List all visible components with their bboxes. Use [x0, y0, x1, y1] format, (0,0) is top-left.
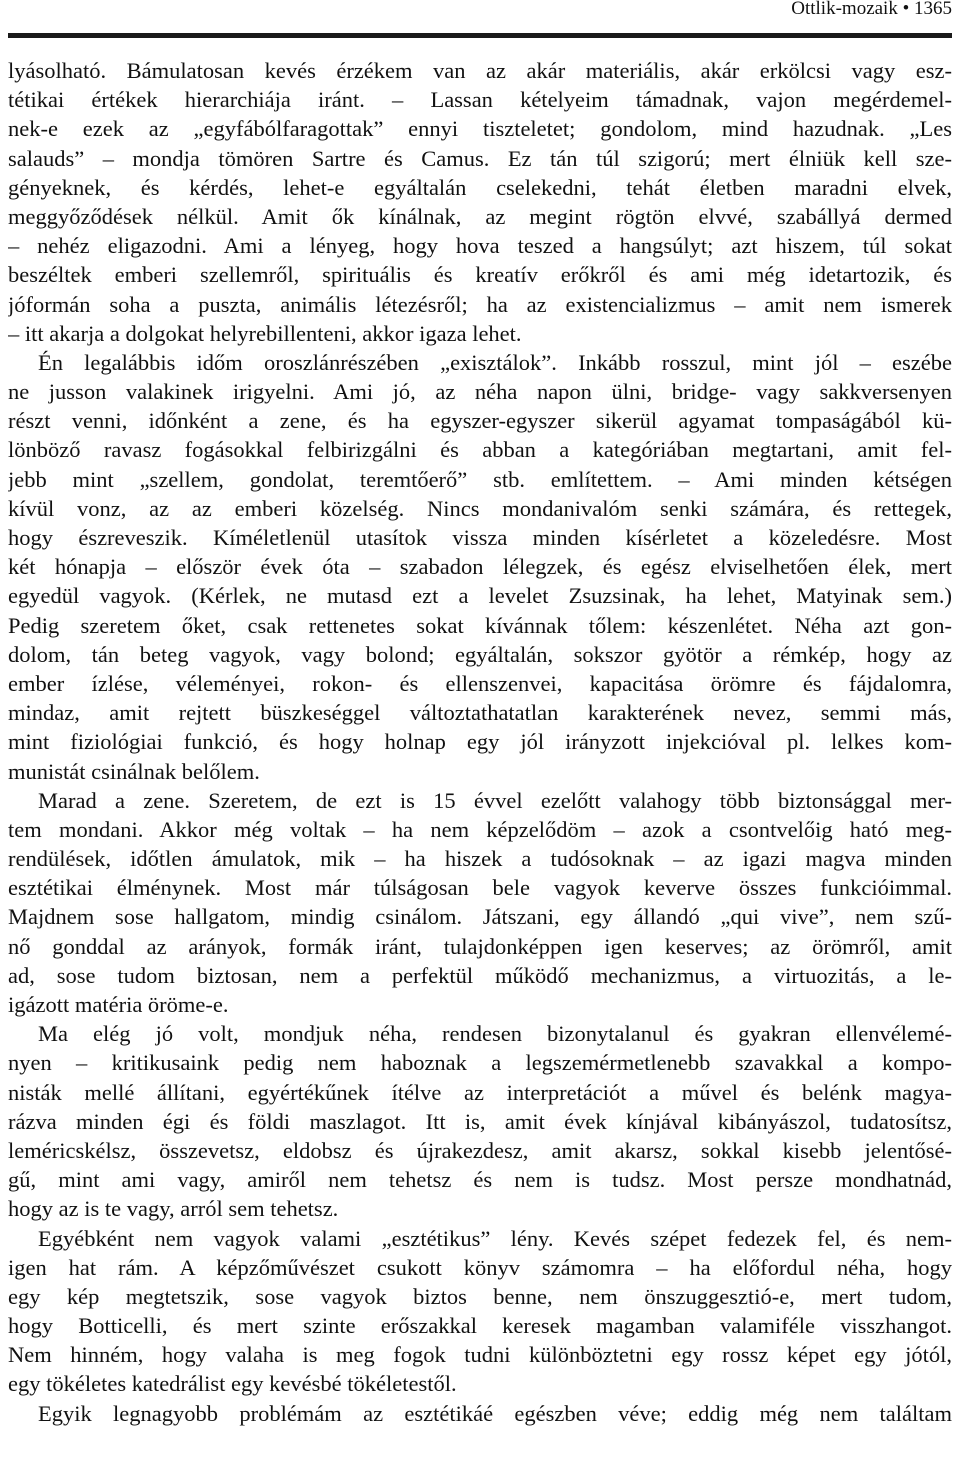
text-line: rázva minden égi és földi maszlagot. Itt is, amit évek kínjával kibányászol, tudatosítsz,: [8, 1108, 952, 1134]
body-text: [8, 56, 952, 1428]
text-line: dolom, tán beteg vagyok, vagy bolond; egyáltalán, sokszor gyötör a rémkép, hogy az: [8, 641, 952, 667]
text-line: lyásolható. Bámulatosan kevés érzékem van az akár materiális, akár erkölcsi vagy esz-: [8, 58, 952, 83]
text-line: Marad a zene. Szeretem, de ezt is 15 évvel ezelőtt valahogy több biztonsággal mer-: [38, 787, 952, 813]
text-line: jóformán soha a puszta, animális létezésről; ha az existencializmus – amit nem ismerek: [8, 291, 952, 317]
text-line: hogy az is te vagy, arról sem tehetsz.: [8, 1196, 339, 1222]
text-line: nek-e ezek az „egyfábólfaragottak” ennyi tiszteletet; gondolom, mind hazudnak. „Les: [8, 116, 952, 142]
text-line: egy kép megtetszik, sose vagyok biztos benne, nem önszuggesztió-e, mert tudom,: [8, 1283, 952, 1309]
text-line: hogy észreveszik. Kíméletlenül utasítok vissza minden kísérletet a közeledésre. Most: [8, 525, 952, 550]
text-line: Nem hinném, hogy valaha is meg fogok tudni különböztetni egy rossz képet egy jótól,: [8, 1342, 952, 1368]
text-line: nő gonddal az arányok, formák iránt, tulajdonképpen igen keserves; az örömről, amit: [8, 933, 952, 959]
text-line: – itt akarja a dolgokat helyrebillenteni, akkor igaza lehet.: [8, 320, 522, 346]
text-line: munistát csinálnak belőlem.: [8, 758, 260, 784]
text-line: jebb mint „szellem, gondolat, teremtőerő” stb. említettem. – Ami minden kétségen: [8, 466, 952, 492]
text-line: gű, mint ami vagy, amiről nem tehetsz és nem is tudsz. Most persze mondhatnád,: [8, 1167, 952, 1193]
text-line: ember ízlése, véleményei, rokon- és ellenszenvei, kapacitása örömre és fájdalomra,: [8, 670, 952, 696]
text-line: Ma elég jó volt, mondjuk néha, rendesen bizonytalanul és gyakran ellenvélemé-: [38, 1021, 952, 1047]
text-line: egy tökéletes katedrálist egy kevésbé tökéletestől.: [8, 1371, 457, 1397]
text-line: Pedig szeretem őket, csak rettenetes sokat kívánnak tőlem: készenlétet. Néha azt gon-: [8, 612, 952, 638]
text-line: mint fiziológiai funkció, és hogy holnap egy jól irányzott injekcióval pl. lelkes kom-: [8, 729, 952, 755]
text-line: Egyébként nem vagyok valami „esztétikus” lény. Kevés szépet fedezek fel, és nem-: [38, 1225, 952, 1251]
text-line: gényeknek, és kérdés, lehet-e egyáltalán cselekedni, tehát életben maradni elvek,: [8, 174, 952, 200]
header-rule: [8, 33, 952, 38]
text-line: ad, sose tudom biztosan, nem a perfektül működő mechanizmus, a virtuozitás, a le-: [8, 962, 952, 988]
text-line: tétikai értékek hierarchiája iránt. – Lassan kételyeim támadnak, vajon megérdemel-: [8, 87, 952, 113]
text-line: salauds” – mondja tömören Sartre és Camus. Ez tán túl szigorú; mert élniük kell sze-: [8, 145, 952, 171]
text-line: kívül vonz, az az emberi közelség. Nincs mondanivalóm senki számára, és rettegek,: [8, 495, 952, 521]
text-line: meggyőződések nélkül. Amit ők kínálnak, az megint rögtön elvvé, szabállyá dermed: [8, 203, 952, 229]
text-line: egyedül vagyok. (Kérlek, ne mutasd ezt a levelet Zsuzsinak, ha lehet, Matyinak sem.): [8, 583, 952, 609]
text-line: leméricskélsz, összevetsz, eldobsz és újrakezdesz, amit akarsz, sokkal kisebb jelentősé-: [8, 1137, 952, 1163]
text-line: Egyik legnagyobb problémám az esztétikáé egészben véve; eddig még nem találtam: [38, 1400, 952, 1426]
text-line: nyen – kritikusaink pedig nem haboznak a legszemérmetlenebb szavakkal a kompo-: [8, 1050, 952, 1076]
text-line: igen hat rám. A képzőművészet csukott könyv számomra – ha előfordul néha, hogy: [8, 1254, 952, 1280]
text-line: igázott matéria öröme-e.: [8, 992, 229, 1017]
text-line: Majdnem sose hallgatom, mindig csinálom. Játszani, egy állandó „qui vive”, nem szű-: [8, 904, 952, 930]
text-line: ne jusson valakinek irigyelni. Ami jó, az néha napon ülni, bridge- vagy sakkversenyen: [8, 379, 952, 405]
text-line: rendülések, időtlen ámulatok, mik – ha hiszek a tudósoknak – az igazi magva minden: [8, 846, 952, 872]
text-line: lönböző ravasz fogásokkal felbirizgálni és abban a kategóriában megtartani, amit fel-: [8, 437, 952, 463]
text-line: mindaz, amit rejtett büszkeséggel változtathatatlan karakterének nevez, semmi más,: [8, 700, 952, 726]
text-line: tem mondani. Akkor még voltak – ha nem képzelődöm – azok a csontvelőig ható meg-: [8, 816, 952, 842]
running-head: Ottlik-mozaik • 1365: [791, 0, 952, 19]
text-line: részt venni, időnként a zene, és ha egyszer-egyszer sikerül agyamat tompaságából kü-: [8, 408, 952, 434]
text-line: nisták mellé állítani, egyértékűnek ítélve az interpretációt a művel és belénk magya-: [8, 1079, 952, 1105]
text-line: Én legalábbis időm oroszlánrészében „exisztálok”. Inkább rosszul, mint jól – eszébe: [38, 349, 952, 375]
text-line: esztétikai élménynek. Most már túlságosan bele vagyok keverve összes funkcióimmal.: [8, 875, 952, 901]
text-line: hogy Botticelli, és mert szinte erőszakkal keresek magamban valamiféle visszhangot.: [8, 1313, 952, 1339]
text-line: beszéltek emberi szellemről, spirituális és kreatív erőkről és ami még idetartozik, és: [8, 262, 952, 288]
text-line: két hónapja – először évek óta – szabadon lélegzek, és egész elviselhetően élek, mert: [8, 554, 952, 580]
text-line: – nehéz eligazodni. Ami a lényeg, hogy hova teszed a hangsúlyt; azt hiszem, túl sokat: [8, 233, 952, 259]
